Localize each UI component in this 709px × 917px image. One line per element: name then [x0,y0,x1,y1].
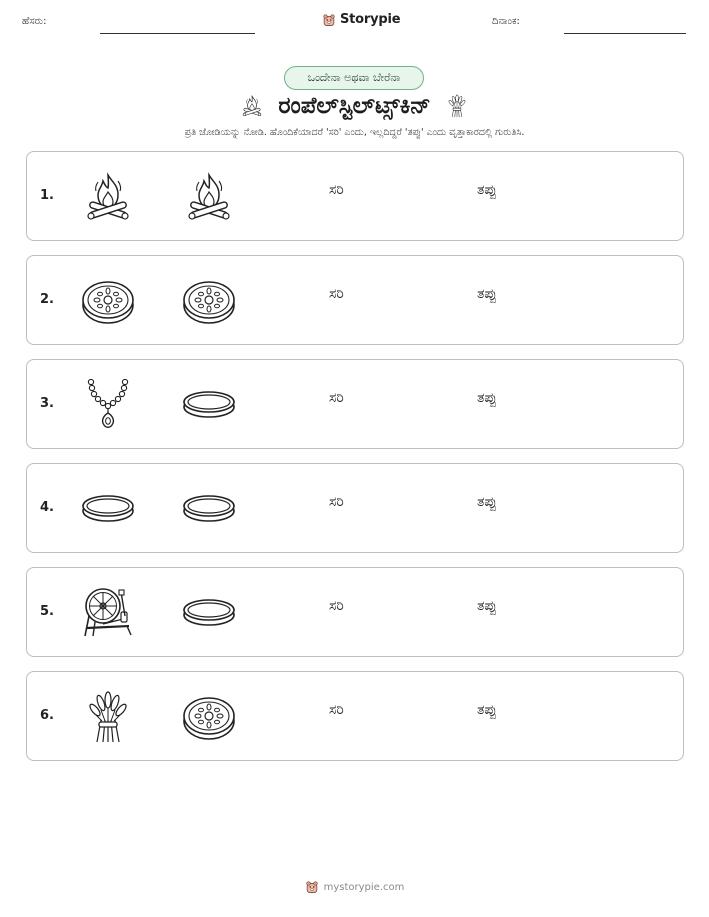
question-row [26,463,684,553]
date-line[interactable] [564,33,686,34]
option-correct[interactable]: ಸರಿ [329,702,344,718]
footer [0,880,709,894]
mascot-icon [322,13,336,27]
campfire-icon [81,170,135,224]
ring-icon [182,482,236,536]
wheat-sheaf-icon [81,690,135,744]
question-row [26,671,684,761]
question-number: 3. [40,396,54,411]
question-row [26,255,684,345]
question-number: 2. [40,292,54,307]
coin-icon [81,274,135,328]
coin-icon [182,274,236,328]
option-correct[interactable]: ಸರಿ [329,390,344,406]
footer-url[interactable]: mystorypie.com [323,881,405,893]
page-title: ರಂಪೆಲ್‌ಸ್ಟಿಲ್‌ಟ್ಸ್‌ಕಿನ್ [278,93,431,119]
option-correct[interactable]: ಸರಿ [329,494,344,510]
ring-icon [182,378,236,432]
option-wrong[interactable]: ತಪ್ಪು [477,182,497,198]
necklace-icon [81,378,135,432]
ring-icon [182,586,236,640]
wheat-sheaf-icon [445,93,469,119]
question-number: 1. [40,188,54,203]
brand-logo [322,12,400,27]
option-correct[interactable]: ಸರಿ [329,598,344,614]
ring-icon [81,482,135,536]
name-label: ಹೆಸರು: [22,16,47,27]
option-correct[interactable]: ಸರಿ [329,286,344,302]
question-row [26,359,684,449]
option-correct[interactable]: ಸರಿ [329,182,344,198]
question-number: 4. [40,500,54,515]
instruction-text: ಪ್ರತಿ ಜೋಡಿಯನ್ನು ನೋಡಿ. ಹೊಂದಿಕೆಯಾದರೆ 'ಸರಿ' ಎಂದು, ಇಲ್ಲದಿದ್ದರೆ 'ತಪ್ಪು' ಎಂದು ವೃತ್ತಾಕಾರದಲ್ಲಿ ಗುರುತಿಸಿ. [184,127,525,138]
campfire-icon [182,170,236,224]
spinning-wheel-icon [81,586,135,640]
option-wrong[interactable]: ತಪ್ಪು [477,494,497,510]
brand-name: Storypie [340,12,401,27]
option-wrong[interactable]: ತಪ್ಪು [477,286,497,302]
question-number: 5. [40,604,54,619]
question-number: 6. [40,708,54,723]
mascot-icon [305,880,319,894]
campfire-icon [240,94,264,118]
date-label: ದಿನಾಂಕ: [492,16,520,27]
question-row [26,567,684,657]
name-line[interactable] [100,33,255,34]
worksheet-header [0,0,709,50]
worksheet-type-badge: ಒಂದೇನಾ ಅಥವಾ ಬೇರೆನಾ [284,66,424,90]
question-row [26,151,684,241]
title-row [0,89,709,123]
coin-icon [182,690,236,744]
option-wrong[interactable]: ತಪ್ಪು [477,598,497,614]
option-wrong[interactable]: ತಪ್ಪು [477,390,497,406]
option-wrong[interactable]: ತಪ್ಪು [477,702,497,718]
